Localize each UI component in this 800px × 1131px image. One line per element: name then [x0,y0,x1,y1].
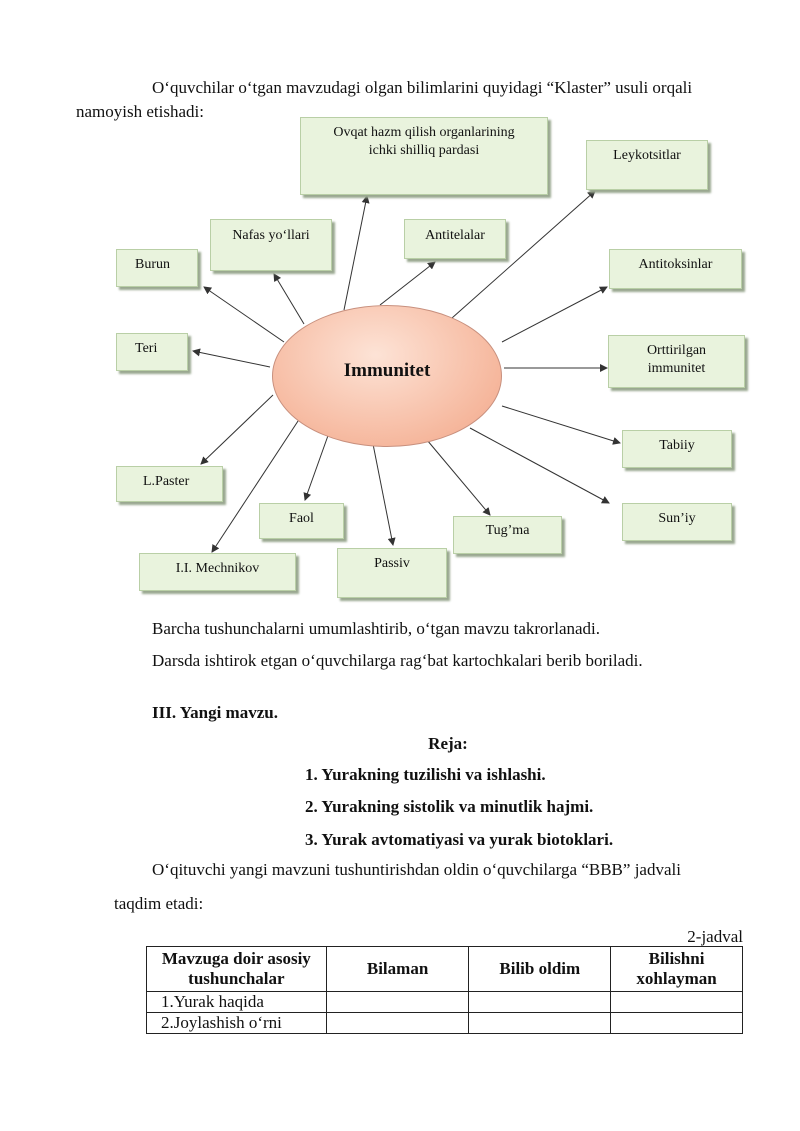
arrow-tabiiy [502,406,620,443]
summary-line-2: Darsda ishtirok etgan o‘quvchilarga rag‘bat kartochkalari berib boriladi. [152,651,643,670]
table-caption: 2-jadval [687,927,743,946]
node-antitoksinlar: Antitoksinlar [609,249,742,289]
plan-item-3: 3. Yurak avtomatiyasi va yurak biotoklari. [305,830,614,849]
arrow-suniy [470,428,609,503]
node-nafas-yollari: Nafas yo‘llari [210,219,332,271]
node-tugma: Tug’ma [453,516,562,554]
header-cell: Bilaman [326,947,469,992]
plan-item-1: 1. Yurakning tuzilishi va ishlashi. [305,765,546,784]
node-l-paster: L.Paster [116,466,223,502]
bbb-table [146,946,743,1034]
node-antitelalar: Antitelalar [404,219,506,259]
node-faol: Faol [259,503,344,539]
table-cell [611,992,743,1013]
arrow-lpaster [201,395,273,464]
table-row [147,1013,743,1034]
arrow-passiv [373,444,393,545]
arrow-antitoksinlar [502,287,607,342]
table-cell [469,1013,611,1034]
arrow-nafas [274,274,304,324]
table-row [147,992,743,1013]
node-suniy: Sun’iy [622,503,732,541]
node-tabiiy: Tabiiy [622,430,732,468]
node-orttirilgan-immunitet: Orttirilgan immunitet [608,335,745,388]
node-passiv: Passiv [337,548,447,598]
arrow-antitelalar [380,262,435,305]
table-header-row [147,947,743,992]
node-leykotsitlar: Leykotsitlar [586,140,708,190]
table-cell [326,992,469,1013]
table-cell: 2.Joylashish o‘rni [147,1013,327,1034]
arrow-faol [305,430,330,500]
table-cell: 1.Yurak haqida [147,992,327,1013]
section-heading: III. Yangi mavzu. [152,703,278,722]
header-cell: Mavzuga doir asosiy tushunchalar [147,947,327,992]
table-cell [469,992,611,1013]
node-teri: Teri [116,333,188,371]
header-cell: Bilishni xohlayman [611,947,743,992]
bbb-intro-line-2: taqdim etadi: [114,894,204,913]
arrow-tugma [427,440,490,515]
plan-title: Reja: [428,734,468,753]
summary-line-1: Barcha tushunchalarni umumlashtirib, o‘tgan mavzu takrorlanadi. [152,619,601,638]
node-burun: Burun [116,249,198,287]
header-cell: Bilib oldim [469,947,611,992]
intro-line-1: O‘quvchilar o‘tgan mavzudagi olgan bilimlarini quyidagi “Klaster” usuli orqali [152,78,693,97]
bbb-intro-line-1: O‘qituvchi yangi mavzuni tushuntirishdan oldin o‘quvchilarga “BBB” jadvali [152,860,681,879]
node-mechnikov: I.I. Mechnikov [139,553,296,591]
arrow-burun [204,287,284,342]
table-cell [611,1013,743,1034]
table-cell [326,1013,469,1034]
arrow-ovqat [344,196,367,310]
arrow-teri [193,351,270,367]
intro-line-2: namoyish etishadi: [76,102,204,121]
node-immunitet-center: Immunitet [272,305,502,447]
node-ovqat-hazm: Ovqat hazm qilish organlarining ichki shilliq pardasi [300,117,548,195]
plan-item-2: 2. Yurakning sistolik va minutlik hajmi. [305,797,594,816]
